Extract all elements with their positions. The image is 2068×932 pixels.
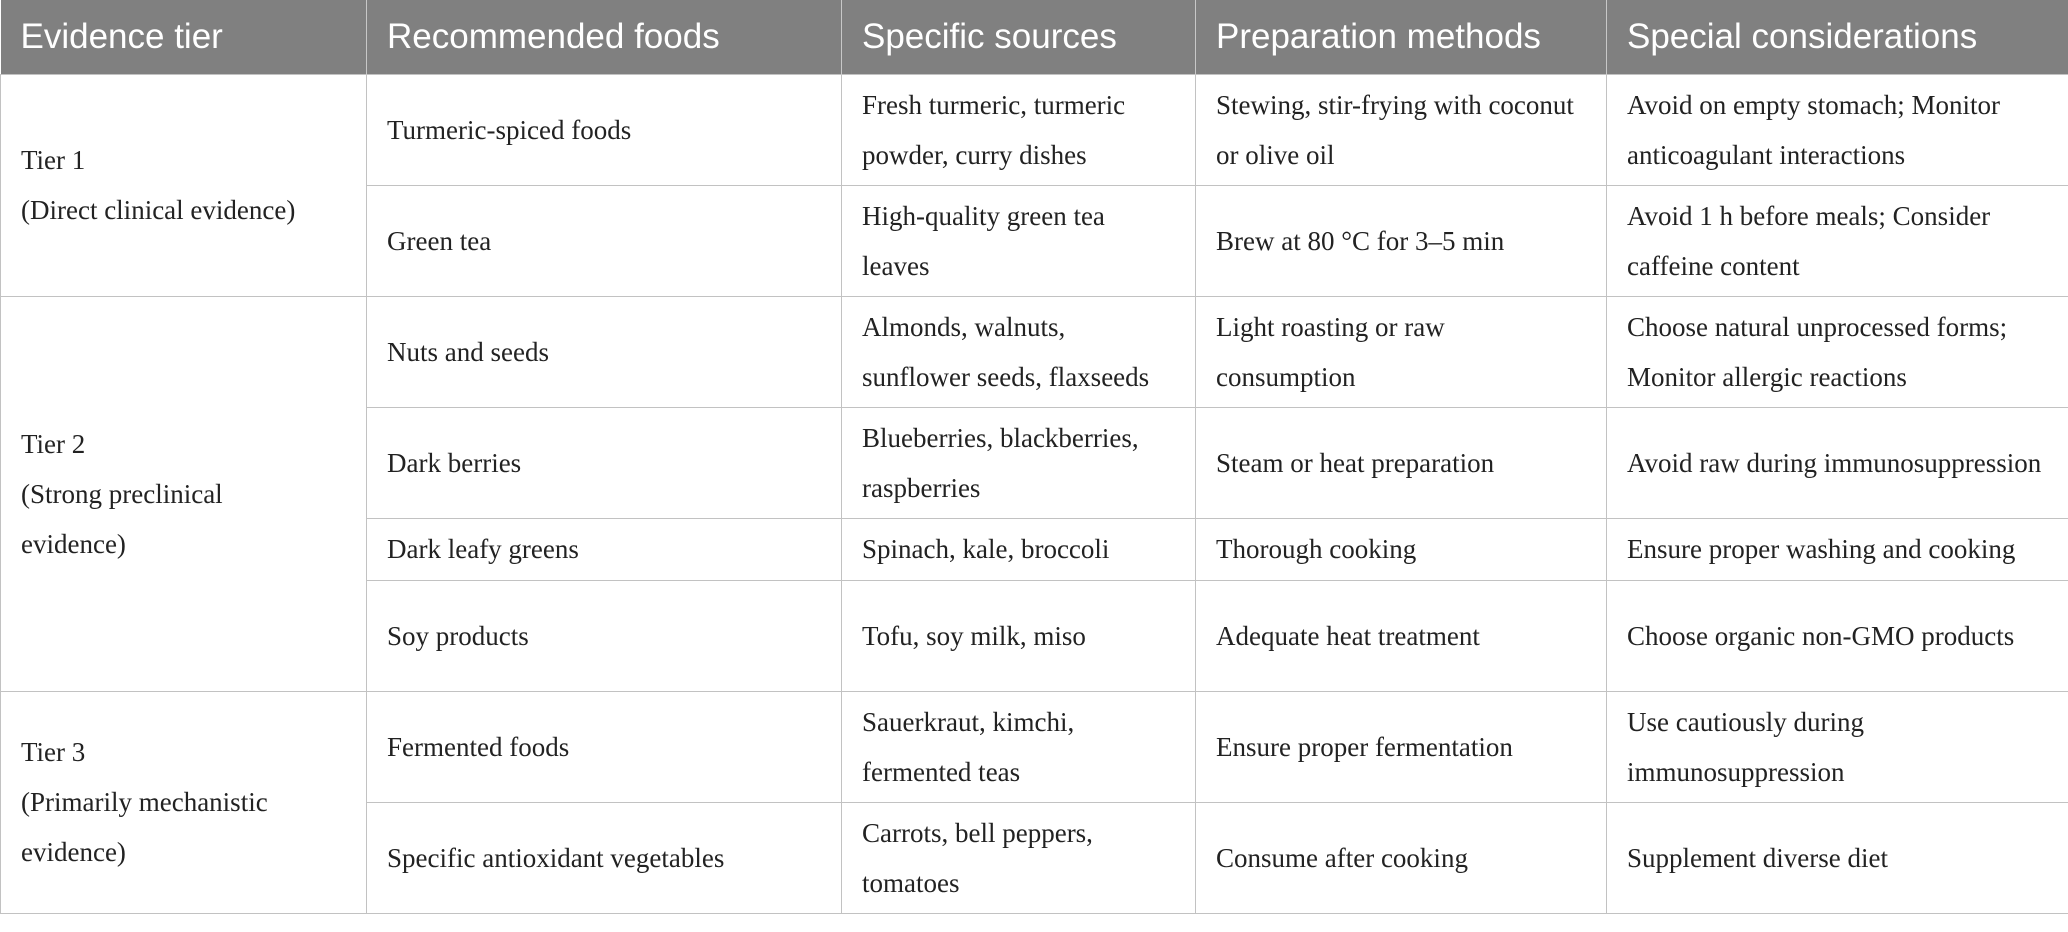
food-cell: Green tea — [367, 185, 842, 296]
considerations-cell: Avoid on empty stomach; Monitor anticoagulant interactions — [1607, 74, 2068, 185]
sources-cell: Spinach, kale, broccoli — [842, 518, 1196, 580]
considerations-cell: Ensure proper washing and cooking — [1607, 518, 2068, 580]
table-header — [1, 0, 2068, 74]
preparation-cell: Stewing, stir-frying with coconut or olive oil — [1196, 74, 1607, 185]
header-special-considerations: Special considerations — [1607, 0, 2068, 74]
considerations-cell: Avoid 1 h before meals; Consider caffeine content — [1607, 185, 2068, 296]
food-cell: Turmeric-spiced foods — [367, 74, 842, 185]
tier-2-label: Tier 2 (Strong preclinical evidence) — [1, 296, 367, 691]
table-row — [1, 74, 2068, 185]
header-evidence-tier: Evidence tier — [1, 0, 367, 74]
considerations-cell: Supplement diverse diet — [1607, 802, 2068, 913]
table-row — [1, 691, 2068, 802]
considerations-cell: Avoid raw during immunosuppression — [1607, 407, 2068, 518]
preparation-cell: Adequate heat treatment — [1196, 580, 1607, 691]
tier-1-label: Tier 1 (Direct clinical evidence) — [1, 74, 367, 296]
table-row — [1, 296, 2068, 407]
table-body — [1, 74, 2068, 913]
sources-cell: High-quality green tea leaves — [842, 185, 1196, 296]
header-recommended-foods: Recommended foods — [367, 0, 842, 74]
sources-cell: Blueberries, blackberries, raspberries — [842, 407, 1196, 518]
sources-cell: Sauerkraut, kimchi, fermented teas — [842, 691, 1196, 802]
header-specific-sources: Specific sources — [842, 0, 1196, 74]
preparation-cell: Thorough cooking — [1196, 518, 1607, 580]
food-cell: Fermented foods — [367, 691, 842, 802]
sources-cell: Fresh turmeric, turmeric powder, curry dishes — [842, 74, 1196, 185]
preparation-cell: Brew at 80 °C for 3–5 min — [1196, 185, 1607, 296]
preparation-cell: Steam or heat preparation — [1196, 407, 1607, 518]
header-row — [1, 0, 2068, 74]
food-cell: Dark berries — [367, 407, 842, 518]
sources-cell: Almonds, walnuts, sunflower seeds, flaxseeds — [842, 296, 1196, 407]
preparation-cell: Light roasting or raw consumption — [1196, 296, 1607, 407]
preparation-cell: Consume after cooking — [1196, 802, 1607, 913]
header-preparation-methods: Preparation methods — [1196, 0, 1607, 74]
preparation-cell: Ensure proper fermentation — [1196, 691, 1607, 802]
food-cell: Nuts and seeds — [367, 296, 842, 407]
tier-3-label: Tier 3 (Primarily mechanistic evidence) — [1, 691, 367, 913]
food-cell: Soy products — [367, 580, 842, 691]
food-cell: Dark leafy greens — [367, 518, 842, 580]
considerations-cell: Choose organic non-GMO products — [1607, 580, 2068, 691]
considerations-cell: Choose natural unprocessed forms; Monitor allergic reactions — [1607, 296, 2068, 407]
food-cell: Specific antioxidant vegetables — [367, 802, 842, 913]
considerations-cell: Use cautiously during immunosuppression — [1607, 691, 2068, 802]
sources-cell: Tofu, soy milk, miso — [842, 580, 1196, 691]
sources-cell: Carrots, bell peppers, tomatoes — [842, 802, 1196, 913]
